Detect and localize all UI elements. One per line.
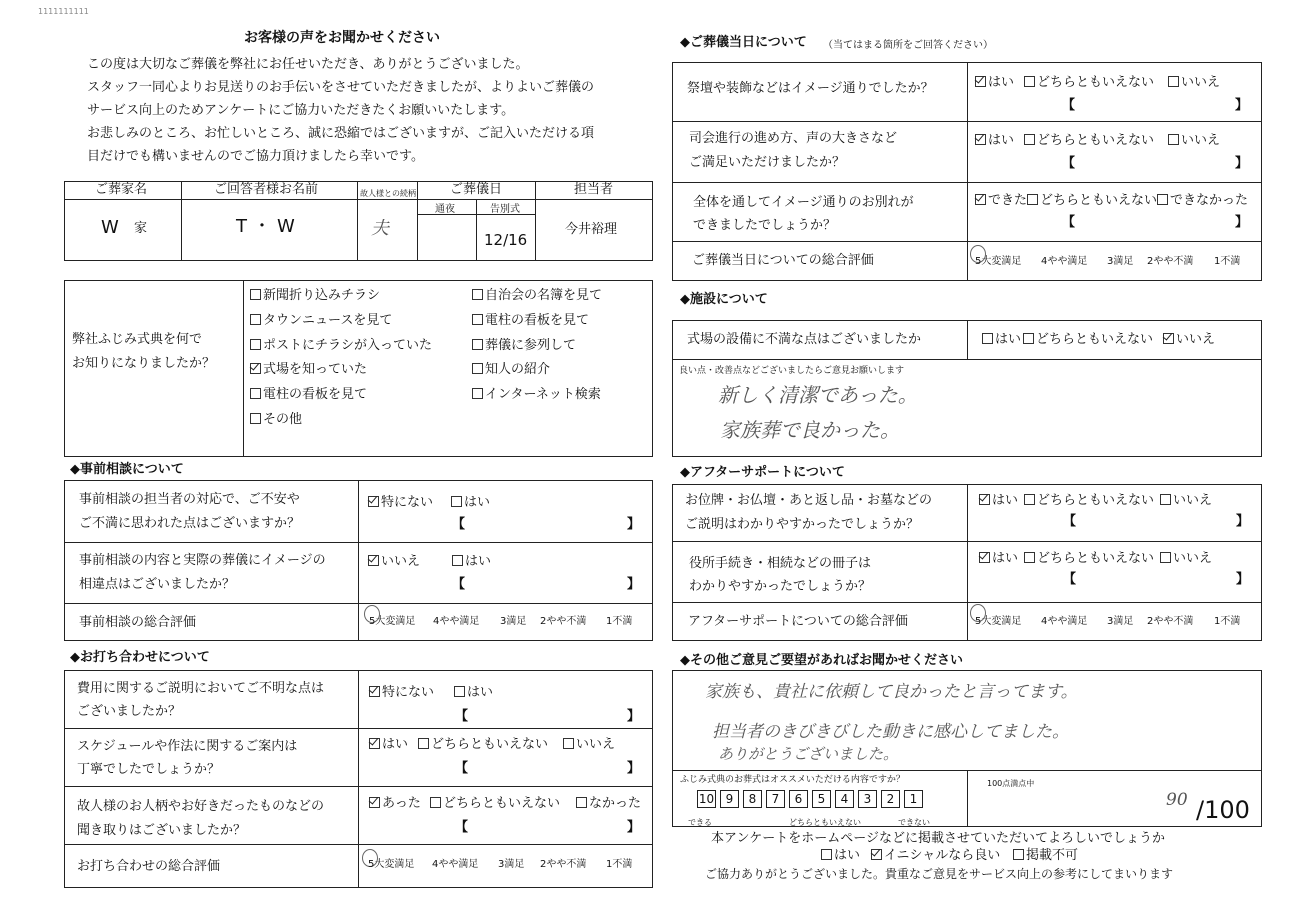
meeting-q1-line2: ございましたか？ [77, 704, 182, 719]
bracket-open: 【 [1063, 572, 1077, 587]
bracket-close: 】 [627, 820, 641, 835]
checkbox-icon[interactable] [452, 555, 463, 566]
facility-q1-opt[interactable]: いいえ [1163, 332, 1215, 348]
pre-consult-heading: ◆事前相談について [70, 462, 184, 477]
source-option[interactable]: 新聞折り込みチラシ [250, 288, 380, 304]
checkbox-icon[interactable] [1023, 333, 1034, 344]
bracket-open: 【 [455, 709, 469, 724]
checkbox-icon[interactable] [563, 738, 574, 749]
info-table [64, 181, 653, 261]
rating-option[interactable]: 2やや不満 [540, 859, 587, 870]
bracket-close: 】 [1235, 156, 1249, 171]
publish-question: 本アンケートをホームページなどに掲載させていただいてよろしいでしょうか [711, 831, 1165, 846]
source-option[interactable]: 葬儀に参列して [472, 338, 576, 354]
pre-q1-opt[interactable]: はい [451, 495, 490, 511]
bracket-close: 】 [627, 517, 641, 532]
bracket-open: 【 [452, 577, 466, 592]
after-q2-opt[interactable]: どちらともいえない [1024, 551, 1154, 567]
other-comment-line3: ありがとうございました。 [718, 745, 899, 763]
pre-q1-line1: 事前相談の担当者の対応で、ご不安や [79, 492, 300, 507]
family-suffix: 家 [134, 221, 148, 236]
rating-option[interactable]: 5大変満足 [368, 859, 415, 870]
header-mark: 1111111111 [38, 7, 89, 16]
after-heading: ◆アフターサポートについて [680, 465, 845, 480]
bracket-close: 】 [1236, 572, 1250, 587]
checkbox-icon[interactable] [1160, 552, 1171, 563]
bracket-open: 【 [455, 761, 469, 776]
checkbox-icon[interactable] [250, 289, 261, 300]
meeting-q1-opt[interactable]: 特にない [369, 685, 434, 701]
bracket-close: 】 [627, 709, 641, 724]
publish-opt[interactable]: イニシャルなら良い [871, 848, 1000, 864]
after-q2-line1: 役所手続き・相続などの冊子は [689, 556, 872, 571]
after-q1-line1: お位牌・お仏壇・あと返し品・お墓などの [685, 493, 933, 508]
staff-label: 担当者 [574, 182, 614, 197]
funeral-date: 12/16 [484, 231, 528, 249]
wake-label: 通夜 [435, 204, 455, 215]
source-option[interactable]: その他 [250, 412, 302, 428]
source-option[interactable]: インターネット検索 [472, 387, 601, 403]
checkbox-icon[interactable] [454, 686, 465, 697]
funeral-label: 告別式 [490, 204, 520, 215]
meeting-q3-line1: 故人様のお人柄やお好きだったものなどの [77, 799, 325, 814]
day-q3-line2: できましたでしょうか？ [693, 218, 837, 233]
checkbox-checked-icon[interactable] [979, 494, 990, 505]
bracket-open: 【 [455, 820, 469, 835]
rating-option[interactable]: 4やや満足 [1041, 256, 1088, 267]
checkbox-icon[interactable] [472, 363, 483, 374]
bracket-open: 【 [1062, 156, 1076, 171]
score-cell[interactable]: 2 [881, 790, 900, 808]
day-q1-opt[interactable]: いいえ [1168, 75, 1220, 91]
pre-q3: 事前相談の総合評価 [79, 615, 197, 630]
intro-line-3: サービス向上のためアンケートにご協力いただきたくお願いいたします。 [87, 103, 515, 118]
day-heading-note: （当てはまる箇所をご回答ください） [823, 40, 993, 51]
meeting-q2-opt[interactable]: はい [369, 737, 408, 753]
score-cell[interactable]: 3 [858, 790, 877, 808]
source-option[interactable]: 電柱の看板を見て [250, 387, 367, 403]
checkbox-icon[interactable] [821, 849, 832, 860]
relation-label: 故人様との続柄 [360, 189, 416, 198]
after-q2-line2: わかりやすかったでしょうか？ [689, 579, 872, 594]
bracket-open: 【 [1063, 514, 1077, 529]
after-q3: アフターサポートについての総合評価 [688, 614, 908, 629]
scale-right-label: できない [898, 818, 930, 827]
meeting-q1-line1: 費用に関するご説明においてご不明な点は [77, 681, 325, 696]
facility-comment-label: 良い点・改善点などございましたらご意見お願いします [679, 366, 905, 376]
bracket-close: 】 [1235, 215, 1249, 230]
after-q1-opt[interactable]: いいえ [1160, 493, 1212, 509]
family-value: W [101, 217, 119, 238]
rating-option[interactable]: 5大変満足 [975, 256, 1022, 267]
after-q1-line2: ご説明はわかりやすかったでしょうか？ [685, 517, 920, 532]
score-cell[interactable]: 9 [720, 790, 739, 808]
day-q4: ご葬儀当日についての総合評価 [692, 253, 874, 268]
source-option[interactable]: 式場を知っていた [250, 362, 367, 378]
publish-opt[interactable]: 掲載不可 [1013, 848, 1078, 864]
checkbox-icon[interactable] [1024, 134, 1035, 145]
checkbox-checked-icon[interactable] [369, 686, 380, 697]
checkbox-icon[interactable] [250, 339, 261, 350]
day-q1: 祭壇や装飾などはイメージ通りでしたか？ [687, 81, 934, 96]
day-q1-opt[interactable]: どちらともいえない [1024, 75, 1154, 91]
rating-option[interactable]: 3満足 [1107, 616, 1134, 627]
other-comment-line2: 担当者のきびきびした動きに感心してました。 [712, 722, 1069, 742]
rating-option[interactable]: 2やや不満 [1147, 616, 1194, 627]
checkbox-checked-icon[interactable] [250, 363, 261, 374]
checkbox-icon[interactable] [1157, 194, 1168, 205]
meeting-q1-opt[interactable]: はい [454, 685, 493, 701]
score-cell[interactable]: 8 [743, 790, 762, 808]
checkbox-icon[interactable] [1024, 494, 1035, 505]
pre-q2-opt[interactable]: はい [452, 554, 491, 570]
checkbox-icon[interactable] [472, 314, 483, 325]
meeting-q2-line1: スケジュールや作法に関するご案内は [77, 739, 298, 754]
facility-heading: ◆施設について [680, 292, 768, 307]
source-question-2: お知りになりましたか？ [72, 356, 216, 371]
bracket-open: 【 [1062, 98, 1076, 113]
checkbox-checked-icon[interactable] [975, 76, 986, 87]
day-q2-opt[interactable]: はい [975, 133, 1014, 149]
facility-q1-opt[interactable]: どちらともいえない [1023, 332, 1153, 348]
day-q1-opt[interactable]: はい [975, 75, 1014, 91]
rating-option[interactable]: 5大変満足 [975, 616, 1022, 627]
score-cell[interactable]: 4 [835, 790, 854, 808]
respondent-label: ご回答者様お名前 [214, 182, 319, 197]
score-cell[interactable]: 1 [904, 790, 923, 808]
checkbox-icon[interactable] [472, 388, 483, 399]
day-q2-line2: ご満足いただけましたか？ [689, 155, 846, 170]
day-q2-line1: 司会進行の進め方、声の大きさなど [689, 131, 898, 146]
intro-line-4: お悲しみのところ、お忙しいところ、誠に恐縮ではございますが、ご記入いただける項 [87, 126, 595, 141]
checkbox-icon[interactable] [982, 333, 993, 344]
checkbox-icon[interactable] [430, 797, 441, 808]
checkbox-checked-icon[interactable] [871, 849, 882, 860]
intro-line-1: この度は大切なご葬儀を弊社にお任せいただき、ありがとうございました。 [87, 57, 529, 72]
source-option[interactable]: 知人の紹介 [472, 362, 550, 378]
after-q1-opt[interactable]: はい [979, 493, 1018, 509]
day-q3-opt[interactable]: どちらともいえない [1027, 193, 1157, 209]
meeting-heading: ◆お打ち合わせについて [70, 650, 210, 665]
checkbox-icon[interactable] [472, 339, 483, 350]
bracket-close: 】 [627, 761, 641, 776]
rating-option[interactable]: 3満足 [498, 859, 525, 870]
day-q2-opt[interactable]: いいえ [1168, 133, 1220, 149]
checkbox-icon[interactable] [1024, 552, 1035, 563]
staff-value: 今井裕理 [565, 222, 618, 237]
meeting-q2-opt[interactable]: どちらともいえない [418, 737, 548, 753]
intro-line-5: 目だけでも構いませんのでご協力頂けましたら幸いです。 [87, 149, 424, 164]
other-heading: ◆その他ご意見ご要望があればお聞かせください [680, 653, 963, 668]
day-q3-opt[interactable]: できなかった [1157, 193, 1248, 209]
date-label: ご葬儀日 [450, 182, 503, 197]
checkbox-icon[interactable] [250, 388, 261, 399]
source-option[interactable]: 自治会の名簿を見て [472, 288, 602, 304]
checkbox-checked-icon[interactable] [975, 194, 986, 205]
rating-option[interactable]: 1不満 [1214, 256, 1241, 267]
meeting-q3-opt[interactable]: あった [369, 796, 421, 812]
after-q2-opt[interactable]: いいえ [1160, 551, 1212, 567]
rating-option[interactable]: 4やや満足 [432, 859, 479, 870]
bracket-close: 】 [627, 577, 641, 592]
facility-q1: 式場の設備に不満な点はございましたか [687, 332, 922, 347]
source-option[interactable]: タウンニュースを見て [250, 313, 392, 329]
checkbox-icon[interactable] [418, 738, 429, 749]
score-cell[interactable]: 7 [766, 790, 785, 808]
after-q2-opt[interactable]: はい [979, 551, 1018, 567]
bracket-close: 】 [1235, 98, 1249, 113]
checkbox-icon[interactable] [451, 496, 462, 507]
checkbox-checked-icon[interactable] [369, 738, 380, 749]
pre-q2-opt[interactable]: いいえ [368, 554, 420, 570]
rating-option[interactable]: 4やや満足 [433, 616, 480, 627]
points-total: /100 [1196, 796, 1250, 824]
facility-comment-line2: 家族葬で良かった。 [720, 418, 900, 442]
relation-value: 夫 [371, 218, 389, 239]
other-comment-line1: 家族も、貴社に依頼して良かったと言ってます。 [705, 682, 1078, 702]
closing-text: ご協力ありがとうございました。貴重なご意見をサービス向上の参考にしてまいります [705, 867, 1174, 881]
score-cell[interactable]: 10 [698, 792, 715, 806]
day-q3-opt[interactable]: できた [975, 193, 1027, 209]
day-q2-opt[interactable]: どちらともいえない [1024, 133, 1154, 149]
source-option[interactable]: ポストにチラシが入っていた [250, 338, 432, 354]
checkbox-icon[interactable] [1027, 194, 1038, 205]
meeting-q2-line2: 丁寧でしたでしょうか？ [77, 762, 221, 777]
bracket-open: 【 [452, 517, 466, 532]
checkbox-icon[interactable] [1013, 849, 1024, 860]
rating-option[interactable]: 1不満 [1214, 616, 1241, 627]
points-label: 100点満点中 [987, 779, 1035, 788]
pre-q1-opt[interactable]: 特にない [368, 495, 433, 511]
respondent-value: T・W [236, 216, 301, 237]
checkbox-icon[interactable] [472, 289, 483, 300]
recommend-label: ふじみ式典のお葬式はオススメいただける内容ですか？ [680, 775, 905, 785]
checkbox-checked-icon[interactable] [1163, 333, 1174, 344]
pre-q2-line1: 事前相談の内容と実際の葬儀にイメージの [79, 553, 326, 568]
rating-option[interactable]: 1不満 [606, 616, 633, 627]
rating-option[interactable]: 1不満 [606, 859, 633, 870]
checkbox-icon[interactable] [1160, 494, 1171, 505]
rating-option[interactable]: 5大変満足 [369, 616, 416, 627]
scale-mid-label: どちらともいえない [789, 818, 861, 827]
intro-line-2: スタッフ一同心よりお見送りのお手伝いをさせていただきましたが、よりよいご葬儀の [87, 80, 595, 95]
day-heading: ◆ご葬儀当日について [680, 35, 807, 50]
checkbox-icon[interactable] [1168, 76, 1179, 87]
scale-left-label: できる [688, 818, 712, 827]
meeting-q2-opt[interactable]: いいえ [563, 737, 615, 753]
meeting-q3-line2: 聞き取りはございましたか？ [77, 823, 247, 838]
day-q3-line1: 全体を通してイメージ通りのお別れが [693, 195, 914, 210]
score-cell[interactable]: 6 [789, 790, 808, 808]
page-title: お客様の声をお聞かせください [244, 30, 440, 46]
checkbox-checked-icon[interactable] [368, 496, 379, 507]
checkbox-checked-icon[interactable] [979, 552, 990, 563]
meeting-q3-opt[interactable]: なかった [576, 796, 641, 812]
meeting-q4: お打ち合わせの総合評価 [77, 859, 221, 874]
bracket-close: 】 [1236, 514, 1250, 529]
publish-opt[interactable]: はい [821, 848, 860, 864]
source-option[interactable]: 電柱の看板を見て [472, 313, 589, 329]
pre-q1-line2: ご不満に思われた点はございますか？ [79, 516, 301, 531]
family-label: ご葬家名 [95, 182, 148, 197]
rating-option[interactable]: 2やや不満 [1147, 256, 1194, 267]
rating-option[interactable]: 4やや満足 [1041, 616, 1088, 627]
score-cell[interactable]: 5 [812, 790, 831, 808]
rating-option[interactable]: 2やや不満 [540, 616, 587, 627]
checkbox-checked-icon[interactable] [368, 555, 379, 566]
facility-comment-line1: 新しく清潔であった。 [718, 383, 918, 407]
facility-q1-opt[interactable]: はい [982, 332, 1021, 348]
checkbox-icon[interactable] [1024, 76, 1035, 87]
checkbox-checked-icon[interactable] [975, 134, 986, 145]
rating-option[interactable]: 3満足 [500, 616, 527, 627]
checkbox-icon[interactable] [250, 413, 261, 424]
checkbox-icon[interactable] [1168, 134, 1179, 145]
points-value: 90 [1166, 790, 1188, 810]
pre-q2-line2: 相違点はございましたか？ [79, 577, 236, 592]
source-question-1: 弊社ふじみ式典を何で [72, 332, 203, 347]
meeting-q3-opt[interactable]: どちらともいえない [430, 796, 560, 812]
checkbox-icon[interactable] [576, 797, 587, 808]
checkbox-icon[interactable] [250, 314, 261, 325]
after-q1-opt[interactable]: どちらともいえない [1024, 493, 1154, 509]
rating-option[interactable]: 3満足 [1107, 256, 1134, 267]
checkbox-checked-icon[interactable] [369, 797, 380, 808]
bracket-open: 【 [1062, 215, 1076, 230]
